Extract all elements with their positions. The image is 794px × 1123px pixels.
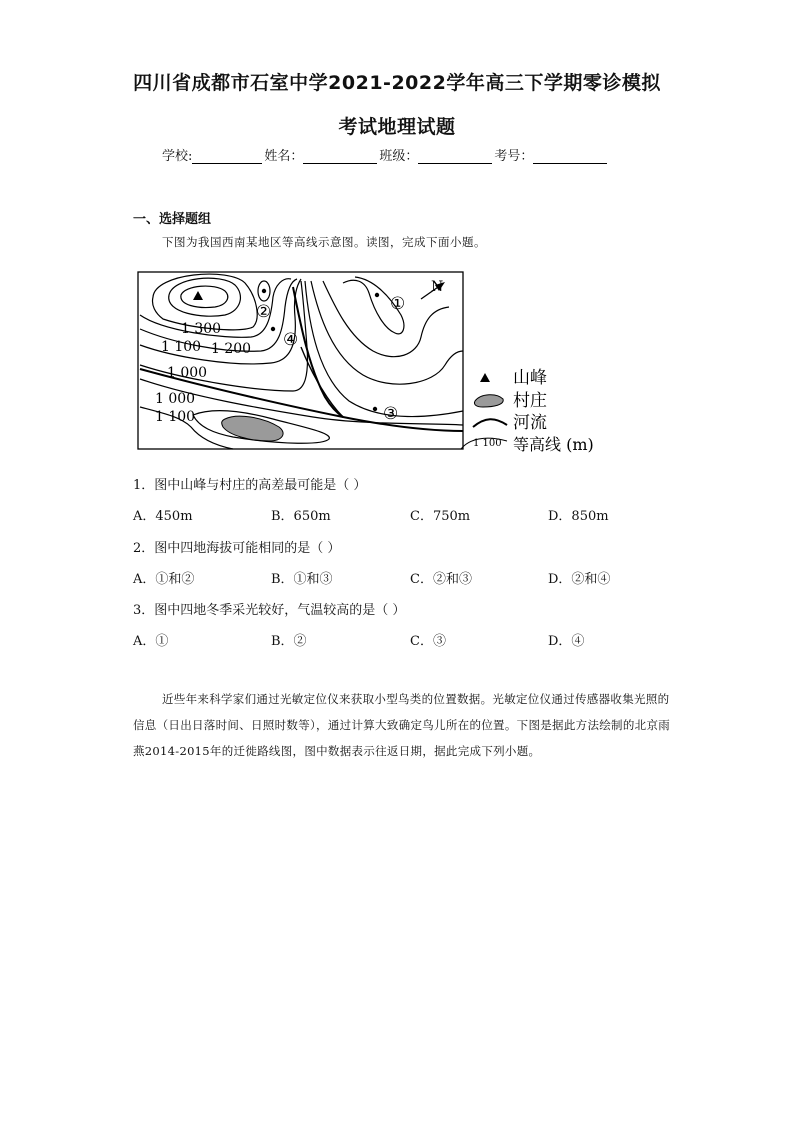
section-heading: 一、选择题组 [133, 212, 212, 227]
school-label: 学校: [162, 149, 193, 164]
student-info [162, 145, 609, 164]
point-dot [262, 289, 266, 293]
q3-option-c[interactable]: C．③ [410, 634, 446, 649]
contour-label-1100-lower: 1 100 [155, 409, 196, 425]
name-label: 姓名： [264, 149, 304, 164]
question-3: 3．图中四地冬季采光较好，气温较高的是（ ） [133, 603, 406, 618]
q2-option-b[interactable]: B．①和③ [271, 572, 333, 587]
q3-option-d[interactable]: D．④ [548, 634, 585, 649]
point-4-label: ④ [283, 330, 299, 350]
q2-option-a[interactable]: A．①和② [133, 572, 195, 587]
legend-river-icon [473, 419, 507, 427]
exam-number-label: 考号： [494, 149, 534, 164]
village-shape [222, 416, 283, 441]
contour-map [133, 267, 603, 457]
contour-label-1000: 1 000 [167, 365, 208, 381]
contour-line [305, 281, 463, 417]
question-2: 2．图中四地海拔可能相同的是（ ） [133, 541, 341, 556]
q2-option-c[interactable]: C．②和③ [410, 572, 472, 587]
north-label: N [431, 279, 444, 295]
q1-option-b[interactable]: B．650m [271, 509, 331, 524]
legend-village-icon [474, 395, 503, 407]
contour-line [181, 286, 228, 307]
point-1-label: ① [390, 294, 406, 314]
q1-option-c[interactable]: C．750m [410, 509, 471, 524]
page-title: 四川省成都市石室中学2021-2022学年高三下学期零诊模拟 [133, 72, 661, 94]
contour-label-1000-lower: 1 000 [155, 391, 196, 407]
q3-option-b[interactable]: B．② [271, 634, 307, 649]
page-subtitle: 考试地理试题 [338, 116, 456, 138]
q3-option-a[interactable]: A．① [133, 634, 169, 649]
peak-icon [193, 291, 203, 300]
q1-option-d[interactable]: D．850m [548, 509, 609, 524]
name-blank[interactable] [303, 149, 377, 164]
point-dot [271, 327, 275, 331]
class-blank[interactable] [418, 149, 492, 164]
legend-peak-icon [480, 373, 490, 382]
legend-village-label: 村庄 [513, 391, 547, 411]
legend-peak-label: 山峰 [513, 368, 547, 388]
q1-option-a[interactable]: A．450m [133, 509, 193, 524]
exam-number-blank[interactable] [533, 149, 607, 164]
contour-label-1200: 1 200 [211, 341, 252, 357]
point-dot [375, 293, 379, 297]
q2-option-d[interactable]: D．②和④ [548, 572, 611, 587]
section-intro: 下图为我国西南某地区等高线示意图。读图，完成下面小题。 [162, 235, 486, 249]
question-1: 1．图中山峰与村庄的高差最可能是（ ） [133, 478, 367, 493]
point-2-label: ② [256, 302, 272, 322]
point-dot [373, 407, 377, 411]
legend-contour-value: 1 100 [473, 438, 502, 449]
migration-passage: 近些年来科学家们通过光敏定位仪来获取小型鸟类的位置数据。光敏定位仪通过传感器收集光照的信息（日出日落时间、日照时数等），通过计算大致确定鸟儿所在的位置。下图是据此方法绘制的北京雨燕2014-2015年的迁徙路线图，图中数据表示往返日期，据此完成下列小题。 [133, 692, 671, 758]
legend-contour-label: 等高线 (m) [513, 435, 594, 454]
legend-river-label: 河流 [513, 413, 547, 433]
contour-label-1100: 1 100 [161, 339, 202, 355]
class-label: 班级： [379, 149, 419, 164]
contour-label-1300: 1 300 [181, 321, 222, 337]
contour-line [169, 278, 241, 316]
point-3-label: ③ [383, 404, 399, 424]
school-blank[interactable] [192, 149, 262, 164]
